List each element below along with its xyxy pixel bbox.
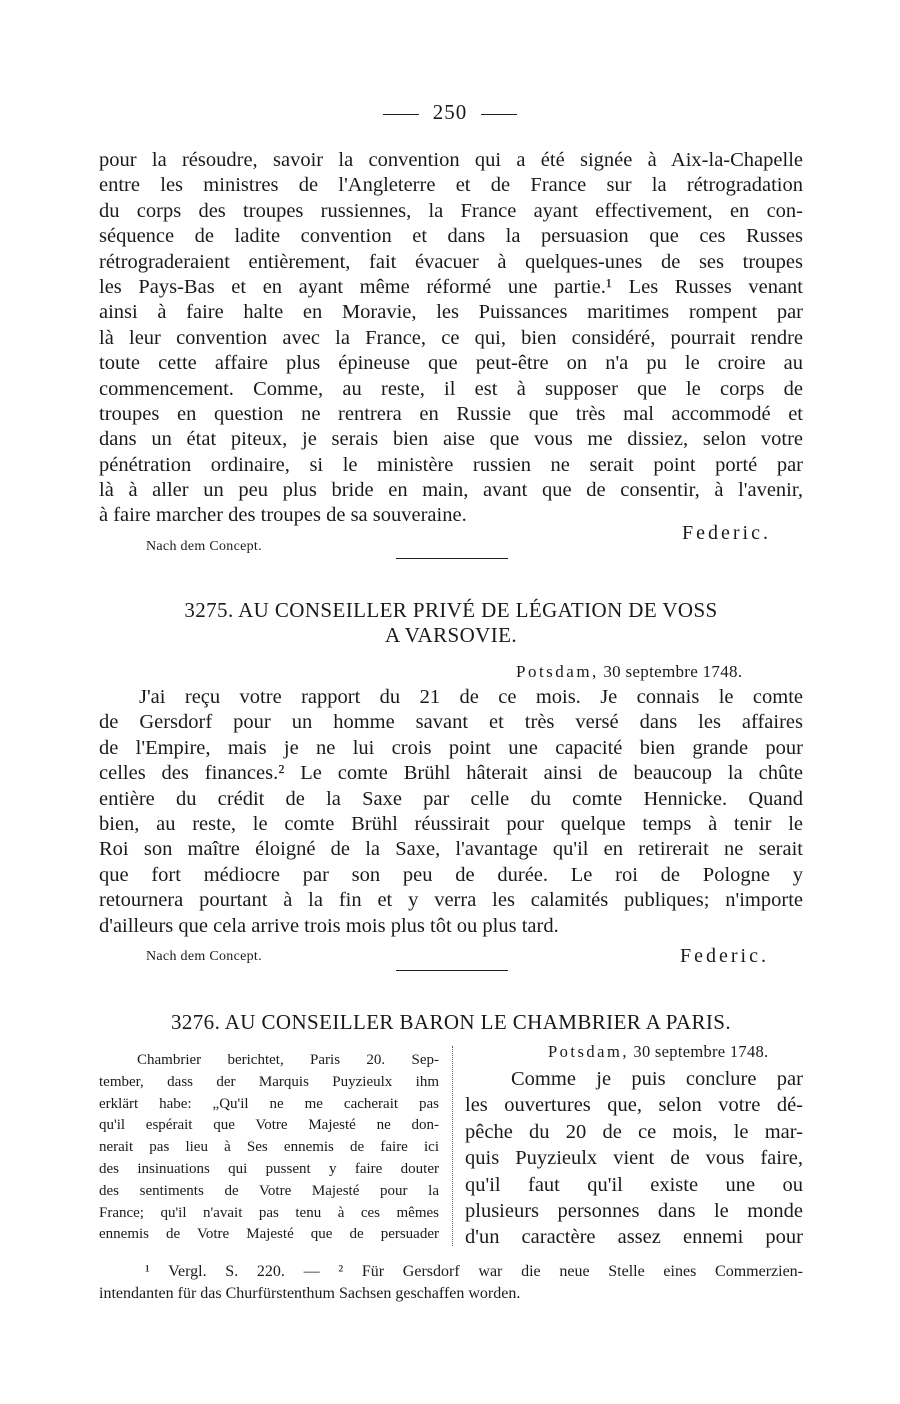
letter-body (99, 685, 803, 939)
text-line: pour la résoudre, savoir la convention qui a été signée à Aix-la-Chapelle (99, 149, 803, 171)
text-line: là leur convention avec la France, ce qui, bien considéré, pourrait rendre (99, 326, 803, 349)
text-line: plusieurs personnes dans le monde (465, 1199, 803, 1222)
summary-line: nerait pas lieu à Ses ennemis de faire ici (99, 1139, 439, 1156)
page-number-dash-left (383, 114, 419, 115)
text-line: dans un état piteux, je serais bien aise que vous me dissiez, selon votre (99, 428, 803, 451)
text-line: les ouvertures que, selon votre dé- (465, 1094, 803, 1117)
text-line: quis Puyzieulx vient de vous faire, (465, 1147, 803, 1170)
text-line: que fort médiocre par son peu de durée. Le roi de Pologne y (99, 863, 803, 886)
text-line: celles des finances.² Le comte Brühl hâterait ainsi de beaucoup la chûte (99, 762, 803, 785)
footnote-line: ¹ Vergl. S. 220. — ² Für Gersdorf war die neue Stelle eines Commerzien- (145, 1263, 803, 1280)
summary-column (99, 1050, 439, 1246)
text-line: entière du crédit de la Saxe par celle du comte Hennicke. Quand (99, 787, 803, 810)
dateline (548, 1042, 768, 1062)
column-divider (452, 1046, 453, 1246)
text-line: Roi son maître éloigné de la Saxe, l'avantage qu'il en retirerait ne serait (99, 838, 803, 861)
continuation-text (99, 148, 803, 529)
text-line: de Gersdorf pour un homme savant et très versé dans les affaires (99, 711, 803, 734)
summary-line: erklärt habe: „Qu'il ne me cacherait pas (99, 1095, 439, 1112)
section-divider (396, 970, 508, 971)
date-place: Potsdam, (548, 1042, 629, 1061)
letter-column (465, 1066, 803, 1251)
text-line: toute cette affaire plus épineuse que peut-être on n'a pu le croire au (99, 352, 803, 375)
summary-line: des sentiments de Votre Majesté pour la (99, 1182, 439, 1199)
text-line: Comme je puis conclure par (511, 1068, 803, 1090)
summary-line: tember, dass der Marquis Puyzieulx ihm (99, 1073, 439, 1090)
text-line: qu'il faut qu'il existe une ou (465, 1173, 803, 1196)
text-line: de l'Empire, mais je ne lui crois point une capacité bien grande pour (99, 736, 803, 759)
text-line: pêche du 20 de ce mois, le mar- (465, 1120, 803, 1143)
date-text: 30 septembre 1748. (598, 662, 743, 681)
text-line: séquence de ladite convention et dans la persuasion que ces Russes (99, 225, 803, 248)
summary-line: des insinuations qui pussent y faire douter (99, 1160, 439, 1177)
text-line: d'ailleurs que cela arrive trois mois plus tôt ou plus tard. (99, 914, 559, 937)
text-line: ainsi à faire halte en Moravie, les Puissances maritimes rompent par (99, 301, 803, 324)
text-line: là à aller un peu plus bride en main, avant que de consentir, à l'avenir, (99, 479, 803, 502)
source-note: Nach dem Concept. (146, 949, 262, 964)
summary-line: Chambrier berichtet, Paris 20. Sep- (137, 1052, 439, 1068)
page-number-value: 250 (432, 100, 468, 124)
text-line: troupes en question ne rentrera en Russie que très mal accommodé et (99, 402, 803, 425)
text-line: pénétration ordinaire, si le ministère russien ne serait point porté par (99, 453, 803, 476)
date-text: 30 septembre 1748. (628, 1042, 769, 1061)
text-line: rétrograderaient entièrement, fait évacuer à quelques-unes de ses troupes (99, 250, 803, 273)
source-note: Nach dem Concept. (146, 539, 262, 554)
letter-heading (99, 598, 803, 648)
summary-line: ennemis de Votre Majesté que de persuader (99, 1226, 439, 1243)
text-line: les Pays-Bas et en ayant même réformé une partie.¹ Les Russes venant (99, 275, 803, 298)
page-number (0, 100, 900, 125)
signature: Federic. (682, 522, 771, 544)
text-line: retournera pourtant à la fin et y verra les calamités publiques; n'importe (99, 889, 803, 912)
text-line: entre les ministres de l'Angleterre et de France sur la rétrogradation (99, 174, 803, 197)
text-line: bien, au reste, le comte Brühl réussirait pour quelque temps à tenir le (99, 812, 803, 835)
page-number-dash-right (481, 114, 517, 115)
text-line: commencement. Comme, au reste, il est à supposer que le corps de (99, 377, 803, 400)
heading-line: 3276. AU CONSEILLER BARON LE CHAMBRIER A PARIS. (170, 1010, 731, 1034)
text-line: à faire marcher des troupes de sa souveraine. (99, 504, 467, 527)
footnotes (99, 1261, 803, 1305)
heading-line: A VARSOVIE. (385, 623, 517, 647)
summary-line: France; qu'il n'avait pas tenu à ces mêmes (99, 1204, 439, 1221)
summary-line: qu'il espérait que Votre Majesté ne don- (99, 1117, 439, 1134)
text-line: J'ai reçu votre rapport du 21 de ce mois. Je connais le comte (139, 686, 803, 708)
date-place: Potsdam, (516, 662, 599, 681)
dateline (516, 662, 742, 682)
signature: Federic. (680, 945, 769, 967)
letter-heading (99, 1010, 803, 1035)
footnote-line: intendanten für das Churfürstenthum Sachsen geschaffen worden. (99, 1285, 521, 1302)
section-divider (396, 558, 508, 559)
text-line: d'un caractère assez ennemi pour (465, 1226, 803, 1249)
text-line: du corps des troupes russiennes, la France ayant effectivement, en con- (99, 199, 803, 222)
heading-line: 3275. AU CONSEILLER PRIVÉ DE LÉGATION DE VOSS (184, 598, 718, 622)
